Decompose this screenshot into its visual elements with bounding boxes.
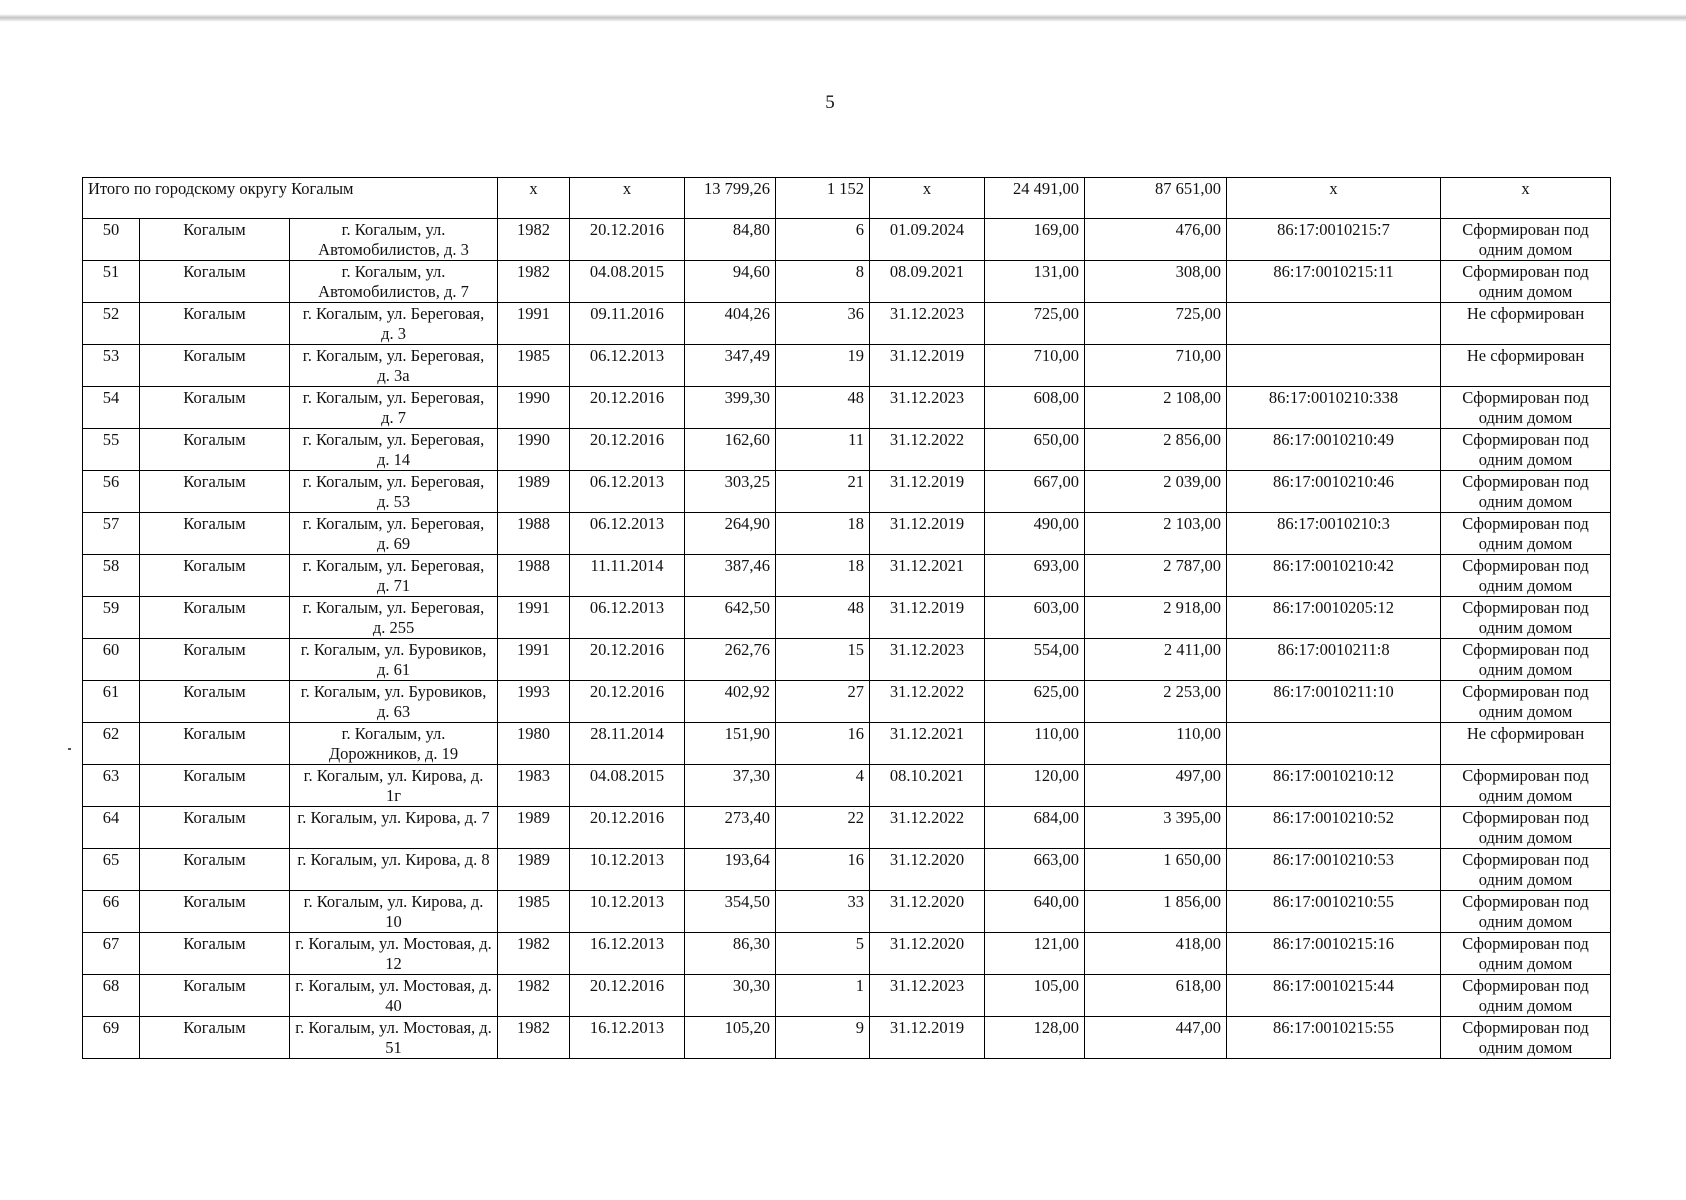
total-row <box>83 178 1611 219</box>
land-area-occupied-cell: 693,00 <box>985 555 1085 597</box>
address-cell: г. Когалым, ул. Кирова, д. 7 <box>290 807 498 849</box>
address-cell: г. Когалым, ул. Береговая, д. 3а <box>290 345 498 387</box>
date-cell: 20.12.2016 <box>570 975 685 1017</box>
city-cell: Когалым <box>140 849 290 891</box>
address-cell: г. Когалым, ул. Мостовая, д. 40 <box>290 975 498 1017</box>
residents-cell: 4 <box>776 765 870 807</box>
land-area-occupied-cell: 640,00 <box>985 891 1085 933</box>
deadline-cell: 31.12.2021 <box>870 723 985 765</box>
land-area-occupied-cell: 710,00 <box>985 345 1085 387</box>
total-date: x <box>570 178 685 219</box>
land-area-total-cell: 710,00 <box>1085 345 1227 387</box>
year-cell: 1980 <box>498 723 570 765</box>
city-cell: Когалым <box>140 345 290 387</box>
residents-cell: 22 <box>776 807 870 849</box>
row-number: 60 <box>83 639 140 681</box>
row-number: 62 <box>83 723 140 765</box>
year-cell: 1988 <box>498 513 570 555</box>
status-cell: Сформирован под одним домом <box>1441 639 1611 681</box>
status-cell: Сформирован под одним домом <box>1441 1017 1611 1059</box>
city-cell: Когалым <box>140 513 290 555</box>
land-area-occupied-cell: 625,00 <box>985 681 1085 723</box>
row-number: 64 <box>83 807 140 849</box>
year-cell: 1982 <box>498 933 570 975</box>
land-area-occupied-cell: 128,00 <box>985 1017 1085 1059</box>
year-cell: 1989 <box>498 807 570 849</box>
total-land-area-occupied: 24 491,00 <box>985 178 1085 219</box>
land-area-occupied-cell: 121,00 <box>985 933 1085 975</box>
area-cell: 37,30 <box>685 765 776 807</box>
residents-cell: 15 <box>776 639 870 681</box>
row-number: 51 <box>83 261 140 303</box>
status-cell: Сформирован под одним домом <box>1441 849 1611 891</box>
land-area-total-cell: 447,00 <box>1085 1017 1227 1059</box>
land-area-occupied-cell: 603,00 <box>985 597 1085 639</box>
residents-cell: 8 <box>776 261 870 303</box>
residents-cell: 27 <box>776 681 870 723</box>
date-cell: 20.12.2016 <box>570 681 685 723</box>
area-cell: 86,30 <box>685 933 776 975</box>
table-row <box>83 303 1611 345</box>
table-row <box>83 807 1611 849</box>
area-cell: 273,40 <box>685 807 776 849</box>
table-row <box>83 849 1611 891</box>
land-area-occupied-cell: 490,00 <box>985 513 1085 555</box>
land-area-occupied-cell: 169,00 <box>985 219 1085 261</box>
date-cell: 16.12.2013 <box>570 1017 685 1059</box>
total-year: x <box>498 178 570 219</box>
area-cell: 264,90 <box>685 513 776 555</box>
address-cell: г. Когалым, ул. Береговая, д. 71 <box>290 555 498 597</box>
year-cell: 1983 <box>498 765 570 807</box>
date-cell: 20.12.2016 <box>570 387 685 429</box>
total-status: x <box>1441 178 1611 219</box>
cadastral-number-cell: 86:17:0010215:44 <box>1227 975 1441 1017</box>
housing-register-table <box>82 177 1611 1059</box>
residents-cell: 36 <box>776 303 870 345</box>
city-cell: Когалым <box>140 429 290 471</box>
land-area-total-cell: 1 650,00 <box>1085 849 1227 891</box>
cadastral-number-cell <box>1227 303 1441 345</box>
row-number: 58 <box>83 555 140 597</box>
land-area-total-cell: 476,00 <box>1085 219 1227 261</box>
cadastral-number-cell: 86:17:0010210:12 <box>1227 765 1441 807</box>
address-cell: г. Когалым, ул. Береговая, д. 53 <box>290 471 498 513</box>
address-cell: г. Когалым, ул. Береговая, д. 255 <box>290 597 498 639</box>
row-number: 63 <box>83 765 140 807</box>
status-cell: Сформирован под одним домом <box>1441 597 1611 639</box>
land-area-total-cell: 725,00 <box>1085 303 1227 345</box>
table-row <box>83 387 1611 429</box>
deadline-cell: 31.12.2020 <box>870 891 985 933</box>
area-cell: 105,20 <box>685 1017 776 1059</box>
city-cell: Когалым <box>140 597 290 639</box>
land-area-total-cell: 2 856,00 <box>1085 429 1227 471</box>
city-cell: Когалым <box>140 303 290 345</box>
date-cell: 10.12.2013 <box>570 891 685 933</box>
table-row <box>83 261 1611 303</box>
area-cell: 399,30 <box>685 387 776 429</box>
land-area-occupied-cell: 608,00 <box>985 387 1085 429</box>
land-area-total-cell: 2 918,00 <box>1085 597 1227 639</box>
cadastral-number-cell: 86:17:0010210:338 <box>1227 387 1441 429</box>
address-cell: г. Когалым, ул. Мостовая, д. 51 <box>290 1017 498 1059</box>
status-cell: Сформирован под одним домом <box>1441 513 1611 555</box>
total-deadline: x <box>870 178 985 219</box>
status-cell: Сформирован под одним домом <box>1441 471 1611 513</box>
land-area-occupied-cell: 663,00 <box>985 849 1085 891</box>
land-area-total-cell: 308,00 <box>1085 261 1227 303</box>
city-cell: Когалым <box>140 261 290 303</box>
address-cell: г. Когалым, ул. Кирова, д. 10 <box>290 891 498 933</box>
address-cell: г. Когалым, ул. Береговая, д. 3 <box>290 303 498 345</box>
cadastral-number-cell <box>1227 345 1441 387</box>
year-cell: 1990 <box>498 429 570 471</box>
date-cell: 28.11.2014 <box>570 723 685 765</box>
cadastral-number-cell <box>1227 723 1441 765</box>
residents-cell: 33 <box>776 891 870 933</box>
row-number: 68 <box>83 975 140 1017</box>
land-area-total-cell: 3 395,00 <box>1085 807 1227 849</box>
date-cell: 16.12.2013 <box>570 933 685 975</box>
status-cell: Не сформирован <box>1441 303 1611 345</box>
land-area-occupied-cell: 650,00 <box>985 429 1085 471</box>
address-cell: г. Когалым, ул. Автомобилистов, д. 7 <box>290 261 498 303</box>
city-cell: Когалым <box>140 807 290 849</box>
row-number: 50 <box>83 219 140 261</box>
row-number: 53 <box>83 345 140 387</box>
residents-cell: 5 <box>776 933 870 975</box>
row-number: 56 <box>83 471 140 513</box>
area-cell: 162,60 <box>685 429 776 471</box>
date-cell: 06.12.2013 <box>570 513 685 555</box>
residents-cell: 19 <box>776 345 870 387</box>
row-number: 67 <box>83 933 140 975</box>
total-cadastral: x <box>1227 178 1441 219</box>
city-cell: Когалым <box>140 639 290 681</box>
date-cell: 20.12.2016 <box>570 219 685 261</box>
table-row <box>83 975 1611 1017</box>
row-number: 61 <box>83 681 140 723</box>
table-row <box>83 681 1611 723</box>
deadline-cell: 31.12.2019 <box>870 513 985 555</box>
date-cell: 04.08.2015 <box>570 765 685 807</box>
address-cell: г. Когалым, ул. Береговая, д. 14 <box>290 429 498 471</box>
year-cell: 1991 <box>498 597 570 639</box>
address-cell: г. Когалым, ул. Дорожников, д. 19 <box>290 723 498 765</box>
status-cell: Сформирован под одним домом <box>1441 975 1611 1017</box>
year-cell: 1993 <box>498 681 570 723</box>
row-number: 54 <box>83 387 140 429</box>
land-area-occupied-cell: 725,00 <box>985 303 1085 345</box>
table-row <box>83 891 1611 933</box>
area-cell: 151,90 <box>685 723 776 765</box>
date-cell: 06.12.2013 <box>570 345 685 387</box>
row-number: 65 <box>83 849 140 891</box>
city-cell: Когалым <box>140 975 290 1017</box>
residents-cell: 16 <box>776 849 870 891</box>
status-cell: Сформирован под одним домом <box>1441 555 1611 597</box>
row-number: 55 <box>83 429 140 471</box>
date-cell: 20.12.2016 <box>570 639 685 681</box>
address-cell: г. Когалым, ул. Автомобилистов, д. 3 <box>290 219 498 261</box>
area-cell: 642,50 <box>685 597 776 639</box>
deadline-cell: 31.12.2019 <box>870 597 985 639</box>
row-number: 57 <box>83 513 140 555</box>
area-cell: 404,26 <box>685 303 776 345</box>
land-area-occupied-cell: 667,00 <box>985 471 1085 513</box>
address-cell: г. Когалым, ул. Кирова, д. 8 <box>290 849 498 891</box>
land-area-total-cell: 1 856,00 <box>1085 891 1227 933</box>
table-row <box>83 1017 1611 1059</box>
address-cell: г. Когалым, ул. Береговая, д. 7 <box>290 387 498 429</box>
cadastral-number-cell: 86:17:0010211:10 <box>1227 681 1441 723</box>
date-cell: 04.08.2015 <box>570 261 685 303</box>
land-area-total-cell: 2 108,00 <box>1085 387 1227 429</box>
residents-cell: 48 <box>776 387 870 429</box>
year-cell: 1990 <box>498 387 570 429</box>
cadastral-number-cell: 86:17:0010210:46 <box>1227 471 1441 513</box>
city-cell: Когалым <box>140 723 290 765</box>
deadline-cell: 31.12.2023 <box>870 387 985 429</box>
total-label: Итого по городскому округу Когалым <box>83 178 498 219</box>
cadastral-number-cell: 86:17:0010210:53 <box>1227 849 1441 891</box>
city-cell: Когалым <box>140 891 290 933</box>
status-cell: Сформирован под одним домом <box>1441 765 1611 807</box>
deadline-cell: 31.12.2019 <box>870 345 985 387</box>
land-area-total-cell: 2 103,00 <box>1085 513 1227 555</box>
land-area-total-cell: 110,00 <box>1085 723 1227 765</box>
land-area-total-cell: 2 253,00 <box>1085 681 1227 723</box>
year-cell: 1991 <box>498 639 570 681</box>
table-row <box>83 765 1611 807</box>
deadline-cell: 31.12.2020 <box>870 933 985 975</box>
date-cell: 20.12.2016 <box>570 807 685 849</box>
address-cell: г. Когалым, ул. Береговая, д. 69 <box>290 513 498 555</box>
year-cell: 1991 <box>498 303 570 345</box>
table-row <box>83 471 1611 513</box>
cadastral-number-cell: 86:17:0010210:42 <box>1227 555 1441 597</box>
year-cell: 1985 <box>498 345 570 387</box>
deadline-cell: 31.12.2022 <box>870 681 985 723</box>
land-area-total-cell: 2 411,00 <box>1085 639 1227 681</box>
area-cell: 94,60 <box>685 261 776 303</box>
city-cell: Когалым <box>140 219 290 261</box>
scan-speck <box>68 748 71 750</box>
area-cell: 30,30 <box>685 975 776 1017</box>
deadline-cell: 01.09.2024 <box>870 219 985 261</box>
land-area-total-cell: 618,00 <box>1085 975 1227 1017</box>
cadastral-number-cell: 86:17:0010210:55 <box>1227 891 1441 933</box>
cadastral-number-cell: 86:17:0010215:55 <box>1227 1017 1441 1059</box>
residents-cell: 18 <box>776 513 870 555</box>
residents-cell: 21 <box>776 471 870 513</box>
deadline-cell: 08.09.2021 <box>870 261 985 303</box>
year-cell: 1982 <box>498 1017 570 1059</box>
year-cell: 1989 <box>498 849 570 891</box>
date-cell: 06.12.2013 <box>570 471 685 513</box>
cadastral-number-cell: 86:17:0010205:12 <box>1227 597 1441 639</box>
area-cell: 193,64 <box>685 849 776 891</box>
land-area-occupied-cell: 684,00 <box>985 807 1085 849</box>
cadastral-number-cell: 86:17:0010215:16 <box>1227 933 1441 975</box>
total-area: 13 799,26 <box>685 178 776 219</box>
land-area-total-cell: 418,00 <box>1085 933 1227 975</box>
deadline-cell: 31.12.2022 <box>870 807 985 849</box>
cadastral-number-cell: 86:17:0010215:11 <box>1227 261 1441 303</box>
address-cell: г. Когалым, ул. Буровиков, д. 61 <box>290 639 498 681</box>
status-cell: Сформирован под одним домом <box>1441 219 1611 261</box>
cadastral-number-cell: 86:17:0010210:52 <box>1227 807 1441 849</box>
date-cell: 06.12.2013 <box>570 597 685 639</box>
row-number: 66 <box>83 891 140 933</box>
year-cell: 1985 <box>498 891 570 933</box>
residents-cell: 9 <box>776 1017 870 1059</box>
year-cell: 1982 <box>498 975 570 1017</box>
land-area-occupied-cell: 131,00 <box>985 261 1085 303</box>
city-cell: Когалым <box>140 933 290 975</box>
date-cell: 11.11.2014 <box>570 555 685 597</box>
land-area-total-cell: 2 039,00 <box>1085 471 1227 513</box>
page-number: 5 <box>825 92 835 113</box>
date-cell: 20.12.2016 <box>570 429 685 471</box>
city-cell: Когалым <box>140 681 290 723</box>
deadline-cell: 31.12.2023 <box>870 303 985 345</box>
area-cell: 84,80 <box>685 219 776 261</box>
table-row <box>83 597 1611 639</box>
deadline-cell: 31.12.2023 <box>870 639 985 681</box>
table-row <box>83 513 1611 555</box>
cadastral-number-cell: 86:17:0010211:8 <box>1227 639 1441 681</box>
deadline-cell: 31.12.2022 <box>870 429 985 471</box>
land-area-occupied-cell: 105,00 <box>985 975 1085 1017</box>
row-number: 52 <box>83 303 140 345</box>
residents-cell: 48 <box>776 597 870 639</box>
row-number: 59 <box>83 597 140 639</box>
status-cell: Сформирован под одним домом <box>1441 387 1611 429</box>
city-cell: Когалым <box>140 387 290 429</box>
address-cell: г. Когалым, ул. Мостовая, д. 12 <box>290 933 498 975</box>
table-row <box>83 639 1611 681</box>
table-row <box>83 345 1611 387</box>
land-area-occupied-cell: 120,00 <box>985 765 1085 807</box>
deadline-cell: 31.12.2020 <box>870 849 985 891</box>
table-row <box>83 723 1611 765</box>
area-cell: 354,50 <box>685 891 776 933</box>
area-cell: 387,46 <box>685 555 776 597</box>
residents-cell: 11 <box>776 429 870 471</box>
deadline-cell: 31.12.2019 <box>870 1017 985 1059</box>
land-area-total-cell: 497,00 <box>1085 765 1227 807</box>
table-body <box>83 178 1611 1059</box>
total-land-area-total: 87 651,00 <box>1085 178 1227 219</box>
residents-cell: 16 <box>776 723 870 765</box>
year-cell: 1989 <box>498 471 570 513</box>
cadastral-number-cell: 86:17:0010210:49 <box>1227 429 1441 471</box>
deadline-cell: 31.12.2021 <box>870 555 985 597</box>
deadline-cell: 31.12.2019 <box>870 471 985 513</box>
address-cell: г. Когалым, ул. Кирова, д. 1г <box>290 765 498 807</box>
cadastral-number-cell: 86:17:0010215:7 <box>1227 219 1441 261</box>
area-cell: 262,76 <box>685 639 776 681</box>
status-cell: Сформирован под одним домом <box>1441 429 1611 471</box>
status-cell: Не сформирован <box>1441 723 1611 765</box>
city-cell: Когалым <box>140 471 290 513</box>
status-cell: Сформирован под одним домом <box>1441 933 1611 975</box>
year-cell: 1982 <box>498 261 570 303</box>
table-row <box>83 429 1611 471</box>
status-cell: Не сформирован <box>1441 345 1611 387</box>
area-cell: 303,25 <box>685 471 776 513</box>
area-cell: 402,92 <box>685 681 776 723</box>
date-cell: 10.12.2013 <box>570 849 685 891</box>
residents-cell: 1 <box>776 975 870 1017</box>
year-cell: 1982 <box>498 219 570 261</box>
status-cell: Сформирован под одним домом <box>1441 807 1611 849</box>
status-cell: Сформирован под одним домом <box>1441 261 1611 303</box>
cadastral-number-cell: 86:17:0010210:3 <box>1227 513 1441 555</box>
scan-edge <box>0 14 1686 22</box>
table-row <box>83 219 1611 261</box>
status-cell: Сформирован под одним домом <box>1441 681 1611 723</box>
table-row <box>83 555 1611 597</box>
residents-cell: 6 <box>776 219 870 261</box>
land-area-occupied-cell: 554,00 <box>985 639 1085 681</box>
total-residents: 1 152 <box>776 178 870 219</box>
land-area-occupied-cell: 110,00 <box>985 723 1085 765</box>
land-area-total-cell: 2 787,00 <box>1085 555 1227 597</box>
table-row <box>83 933 1611 975</box>
city-cell: Когалым <box>140 1017 290 1059</box>
row-number: 69 <box>83 1017 140 1059</box>
address-cell: г. Когалым, ул. Буровиков, д. 63 <box>290 681 498 723</box>
city-cell: Когалым <box>140 555 290 597</box>
status-cell: Сформирован под одним домом <box>1441 891 1611 933</box>
deadline-cell: 08.10.2021 <box>870 765 985 807</box>
city-cell: Когалым <box>140 765 290 807</box>
year-cell: 1988 <box>498 555 570 597</box>
residents-cell: 18 <box>776 555 870 597</box>
deadline-cell: 31.12.2023 <box>870 975 985 1017</box>
area-cell: 347,49 <box>685 345 776 387</box>
date-cell: 09.11.2016 <box>570 303 685 345</box>
